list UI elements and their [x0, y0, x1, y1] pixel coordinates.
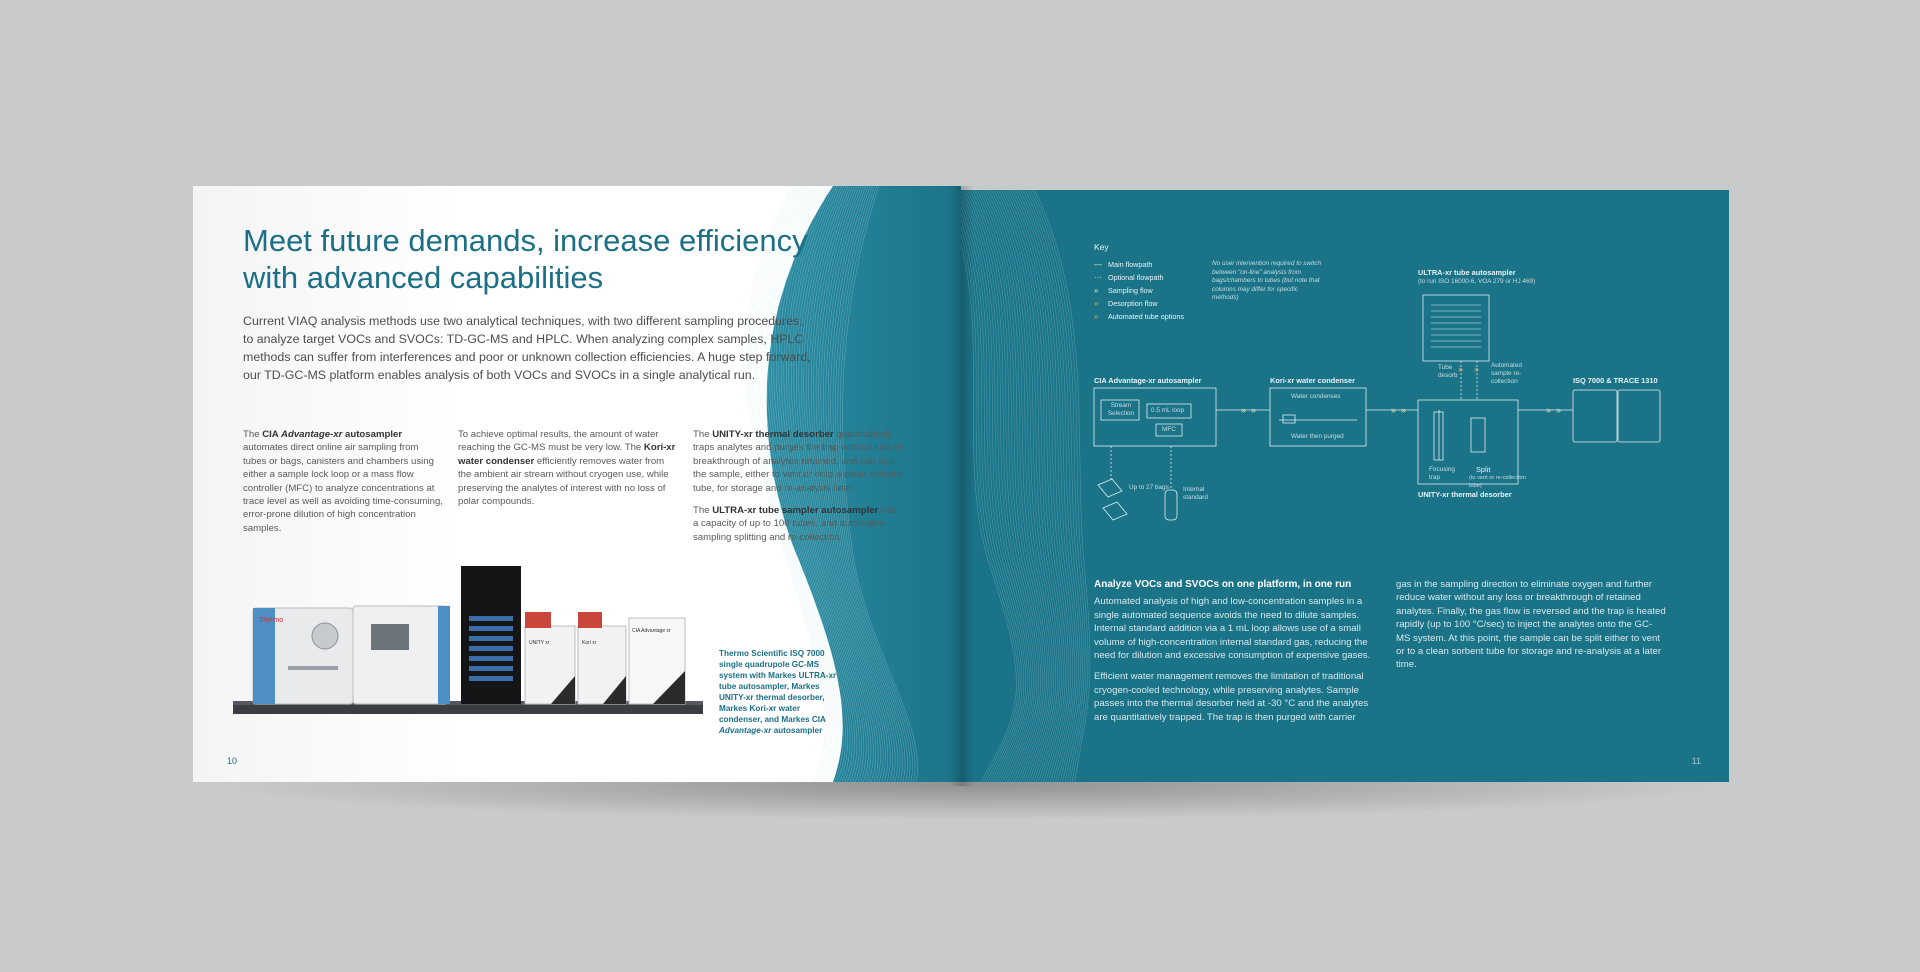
photo-caption: Thermo Scientific ISQ 7000 single quadrupole GC-MS system with Markes ULTRA-xr tube autosampler, Markes UNITY-xr thermal desorber, Markes Kori-xr water condenser, and Markes CIA Advantage-xr autosampler: [719, 649, 837, 735]
page-number-right: 11: [1691, 756, 1701, 766]
kori-label: Kori xr: [582, 640, 597, 646]
right-page: [961, 190, 1729, 782]
instrument-brand: Thermo: [259, 617, 284, 624]
bags-label: Up to 27 bags: [1129, 484, 1169, 491]
key-item: » Desorption flow: [1094, 299, 1158, 308]
svg-text:»: »: [1251, 405, 1257, 415]
page-headline: Meet future demands, increase efficiency with advanced capabilities: [243, 223, 808, 295]
cia-paragraph: The CIA Advantage-xr autosampler automates direct online air sampling from tubes or bags, canisters and chambers using either a sample lock loop or a mass flow controller (MFC) to analyze concentrations at trace level as well as avoiding time-consuming, error-prone dilution of high concentration samples.: [243, 429, 443, 534]
unity-label: UNITY xr: [529, 640, 550, 646]
kori-paragraph: To achieve optimal results, the amount of water reaching the GC-MS must be very low. The Kori-xr water condenser efficiently removes water from the ambient air stream without cryogen use, while preserving the analytes of interest with no loss of polar compounds.: [458, 429, 676, 508]
internal-standard-label: Internal standard: [1183, 486, 1208, 501]
cia-label: CIA Advantage xr: [632, 628, 671, 634]
unity-diagram-title: UNITY-xr thermal desorber: [1418, 490, 1512, 499]
intro-paragraph: Current VIAQ analysis methods use two analytical techniques, with two different sampling procedures, to analyze target VOCs and SVOCs: TD-GC-MS and HPLC. When analyzing complex samples, HPLC methods can suffer from interferences and poor or unknown collection efficiencies. A huge step forward, our TD-GC-MS platform enables analysis of both VOCs and SVOCs in a single analytical run.: [243, 314, 811, 382]
cia-diagram-title: CIA Advantage-xr autosampler: [1094, 376, 1202, 385]
stream-selection-label: Stream Selection: [1107, 402, 1135, 417]
key-item: » Automated tube options: [1094, 312, 1184, 321]
body-paragraph: Automated analysis of high and low-concentration samples in a single automated sequence avoids the need to dilute samples. Internal standard addition via a 1 mL loop allows use of a small volume of high-concentration internal standard gas, reducing the need for dilution and excessive consumption of expensive gases.: [1094, 596, 1371, 662]
kori-diagram-title: Kori-xr water condenser: [1270, 376, 1356, 385]
key-title: Key: [1094, 242, 1109, 252]
body-column-left: [1094, 578, 1374, 732]
body-column-right: [1396, 578, 1666, 680]
key-item: » Sampling flow: [1094, 286, 1153, 295]
tube-desorb-label: Tube desorb: [1438, 364, 1458, 379]
unity-paragraph: The UNITY-xr thermal desorber quantitatively traps analytes and purges the trap without loss or breakthrough of analytes retained, and can split the sample, either to vent or onto a clean sorbent tube, for storage and re-analysis later.: [693, 429, 903, 494]
key-item: — Main flowpath: [1094, 260, 1153, 269]
svg-text:»: »: [1458, 364, 1464, 374]
body-paragraph: gas in the sampling direction to eliminate oxygen and further reduce water without any loss or breakthrough of retained analytes. Finally, the gas flow is reversed and the trap is heated rapidly (up to 100 °C/sec) to inject the analytes onto the GC-MS system. At this point, the sample can be split either to vent or to a clean sorbent tube for storage and re-analysis at a later time.: [1396, 579, 1666, 671]
split-sub-label: (to vent or re-collection tube): [1469, 475, 1526, 489]
loop-label: 0.5 mL loop: [1151, 407, 1185, 414]
water-condenses-label: Water condenses: [1291, 393, 1341, 400]
mfc-label: MFC: [1162, 426, 1176, 433]
svg-text:»: »: [1556, 405, 1562, 415]
spine-fold: [950, 186, 974, 786]
svg-text:»: »: [1401, 405, 1407, 415]
ultra-paragraph: The ULTRA-xr tube sampler autosampler has a capacity of up to 100 tubes, and automates sampling splitting and re-collection.: [693, 505, 897, 543]
isq-diagram-title: ISQ 7000 & TRACE 1310: [1573, 376, 1658, 385]
column-unity: [693, 428, 903, 553]
svg-text:»: »: [1474, 364, 1480, 374]
svg-text:»: »: [1241, 405, 1247, 415]
split-label: Split: [1476, 465, 1491, 474]
recollection-label: Automated sample re-collection: [1491, 362, 1522, 385]
column-cia: [243, 428, 443, 544]
instrument-system-photo: [233, 566, 703, 716]
body-paragraph: Efficient water management removes the limitation of traditional cryogen-cooled technology, while preserving analytes. Sample passes into the thermal desorber held at -30 °C and the analytes are quantitatively trapped. The trap is then purged with carrier: [1094, 671, 1369, 723]
key-item: ··· Optional flowpath: [1094, 273, 1164, 282]
body-heading: Analyze VOCs and SVOCs on one platform, in one run: [1094, 579, 1352, 590]
water-purged-label: Water then purged: [1291, 433, 1344, 440]
focusing-trap-label: Focusing trap: [1429, 466, 1455, 481]
column-kori: [458, 428, 678, 517]
left-page: [193, 186, 961, 782]
key-note: No user intervention required to switch between "on-line" analysis from bags/chambers to tubes (but note that columns may differ for specific methods): [1212, 260, 1322, 302]
svg-text:»: »: [1546, 405, 1552, 415]
ultra-title: ULTRA-xr tube autosampler: [1418, 268, 1516, 277]
page-number-left: 10: [227, 756, 238, 766]
svg-text:»: »: [1391, 405, 1397, 415]
ultra-subtitle: (to run ISO 16000-6, VOA 279 or HJ 469): [1418, 278, 1536, 285]
